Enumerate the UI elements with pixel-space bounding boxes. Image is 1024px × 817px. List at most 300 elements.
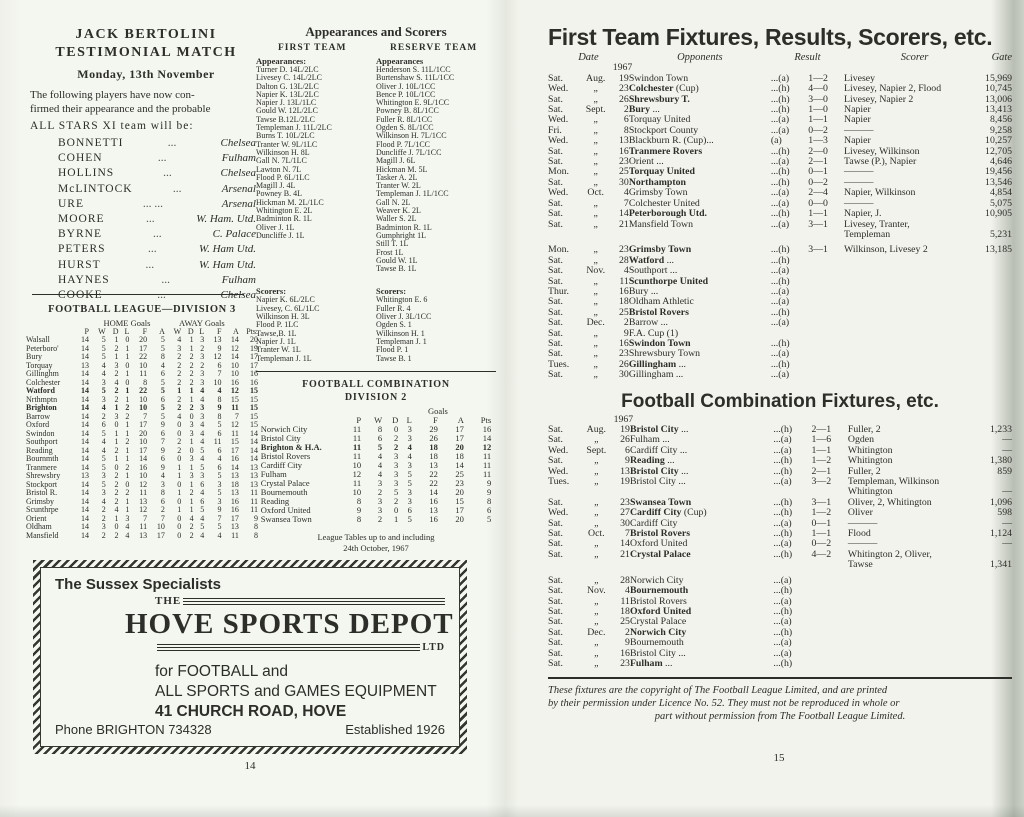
stat-a: 14: [455, 459, 464, 470]
appearance-item: Napier J. 13L/1LC: [256, 98, 317, 108]
fixture-gate: [990, 607, 1012, 617]
fixture-month: „: [594, 507, 599, 519]
fixture-scorer: [844, 329, 985, 339]
fixture-opponent: [629, 240, 771, 255]
stat-pts: 15: [250, 411, 258, 421]
fixture-gate: —: [1002, 486, 1012, 498]
fixture-day: Sat.: [548, 197, 563, 209]
appearance-item: Wilkinson H. 8L: [256, 147, 310, 157]
column-header: L: [406, 414, 412, 425]
team-name: Walsall: [26, 335, 50, 344]
stat-hd: 1: [114, 437, 119, 446]
stat-af: 13: [213, 335, 222, 344]
stat-ha: 5: [160, 343, 165, 353]
player-club: W. Ham. Utd.: [196, 213, 256, 226]
opponent-name: Fulham: [629, 434, 660, 446]
stat-aa: 16: [230, 496, 239, 506]
fixture-day: Sat.: [548, 626, 563, 638]
player-list: [30, 136, 262, 303]
opponent-name: Cardiff City: [629, 507, 682, 519]
away-goals-header: AWAY Goals: [179, 318, 225, 328]
fixture-result: [808, 297, 844, 307]
stat-aw: 2: [177, 352, 182, 361]
appearance-item: Tasker A. 2L: [376, 172, 418, 182]
fixture-venue: ...(h): [770, 166, 790, 178]
stat-pts: 15: [250, 386, 258, 395]
fixture-venue: ...(h): [773, 465, 793, 477]
player-name: COHEN: [58, 152, 103, 165]
fixture-scorer: Livesey, Tranter,: [844, 218, 910, 230]
appearance-item: Badminton R. 1L: [376, 222, 432, 232]
fixture-venue: ...(a): [773, 434, 792, 446]
note-line: League Tables up to and including: [317, 531, 435, 542]
fixture-scorer: Napier, J.: [844, 208, 882, 220]
fixture-day: Wed.: [548, 83, 569, 95]
stat-hd: 2: [114, 343, 119, 353]
stat-d: 2: [393, 441, 399, 452]
stat-pts: 14: [250, 445, 258, 455]
fixture-day: Sat.: [548, 306, 563, 318]
fixture-venue: ...(h): [773, 455, 793, 467]
fixture-venue: ...(a): [770, 317, 790, 329]
fixture-result: 3—1: [811, 496, 832, 508]
paragraph-line: firmed their appearance and the probable: [30, 102, 211, 115]
fixture-month: Oct.: [587, 187, 604, 199]
fixture-date: 30: [619, 369, 629, 381]
stat-hf: 22: [139, 352, 148, 361]
player-row: [58, 136, 256, 151]
stat-pts: 14: [250, 437, 258, 446]
fixture-day: Sat.: [548, 517, 563, 529]
stat-p: 14: [80, 420, 89, 429]
stat-ha: 3: [160, 479, 165, 489]
advert-ltd: LTD: [422, 642, 445, 653]
appearance-item: Turner D. 14L/2LC: [256, 65, 319, 74]
fixture-gate: 8,456: [989, 114, 1012, 126]
stat-hd: 0: [114, 462, 119, 472]
stat-af: 4: [217, 454, 222, 463]
stat-hf: 10: [139, 394, 148, 404]
header-date: Date: [578, 52, 599, 63]
fixture-month: „: [593, 114, 598, 126]
fixture-gate: 13,185: [985, 244, 1012, 256]
fixture-month: „: [593, 275, 598, 287]
fixture-gate: —: [1002, 517, 1012, 529]
fixture-day: Fri.: [548, 124, 562, 136]
stat-al: 4: [200, 437, 205, 446]
stat-hl: 1: [125, 505, 130, 514]
fixture-venue: ...(a): [773, 616, 792, 628]
stat-hf: 17: [139, 445, 148, 455]
fixture-month: Oct.: [588, 528, 605, 540]
fixture-month: „: [593, 176, 598, 188]
fixture-gate: [985, 266, 1012, 276]
fixture-date: 23: [619, 83, 629, 95]
fixture-venue: [773, 560, 811, 570]
appearance-item: Bence P. 10L/1CC: [376, 89, 436, 99]
fixture-date: 23: [619, 348, 629, 360]
fixture-result: 1—2: [811, 507, 832, 519]
fixture-venue: ...(h): [773, 496, 793, 508]
stat-ad: 4: [189, 513, 194, 523]
stat-ad: 1: [189, 394, 194, 404]
stat-hd: 2: [114, 496, 119, 506]
fixture-gate: 1,341: [989, 559, 1012, 571]
fixture-result: [808, 339, 844, 349]
opponent-suffix: ...: [653, 156, 664, 168]
stat-al: 3: [200, 352, 205, 361]
stat-hf: 12: [139, 479, 148, 489]
stat-p: 11: [352, 477, 362, 488]
fixture-gate: [990, 628, 1012, 638]
stat-aa: 17: [230, 445, 239, 455]
stat-hf: 20: [139, 428, 148, 438]
fixture-gate: [990, 649, 1012, 659]
fixture-scorer: [844, 266, 985, 276]
fixture-result: 1—1: [811, 528, 832, 540]
fixture-month: „: [594, 605, 599, 617]
fixture-month: „: [594, 517, 599, 529]
stat-al: 4: [200, 513, 205, 523]
stat-ad: 2: [189, 360, 194, 370]
fixture-day: Sat.: [548, 434, 563, 446]
fixture-month: „: [594, 538, 599, 550]
stat-hw: 5: [101, 335, 106, 344]
stat-l: 3: [407, 495, 412, 506]
stat-hw: 3: [101, 394, 106, 404]
stat-af: 5: [217, 471, 222, 480]
stat-ha: 5: [160, 411, 165, 421]
stat-hd: 2: [114, 471, 119, 480]
stat-al: 4: [200, 454, 205, 463]
fixture-date: 11: [620, 595, 630, 607]
fixture-date: 16: [619, 145, 629, 157]
stat-ha: 17: [156, 530, 165, 540]
fixture-date: 2: [625, 626, 630, 638]
fixture-scorer: Napier: [844, 114, 871, 126]
reserve-team-appearances: [376, 66, 496, 273]
table-row: [26, 532, 258, 541]
opponent-suffix: ...: [675, 476, 686, 488]
scorer-item: Tawse,B. 1L: [256, 328, 297, 338]
stat-a: 25: [455, 468, 464, 479]
fixture-date: 27: [620, 507, 630, 519]
fixture-venue: ...(a): [770, 124, 790, 136]
stat-ad: 3: [189, 454, 194, 463]
stat-l: 3: [407, 486, 412, 497]
stat-al: 4: [200, 394, 205, 404]
player-row: [58, 288, 256, 303]
stat-ha: 6: [160, 428, 165, 438]
team-name: Oxford United: [260, 504, 311, 515]
fixture-scorer: Whitington: [847, 455, 893, 467]
stat-ha: 7: [160, 437, 165, 446]
stat-p: 10: [352, 486, 362, 497]
appearance-item: Wilkinson H. 7L/1CC: [376, 131, 447, 141]
player-name: MOORE: [58, 213, 105, 226]
appearance-item: Napier K. 13L/2LC: [256, 89, 319, 99]
stat-pts: 15: [250, 420, 258, 429]
stat-hw: 5: [101, 343, 106, 353]
fixture-gate: 5,075: [989, 197, 1012, 209]
fixture-row: [548, 550, 1012, 560]
fixture-scorer: [848, 628, 990, 638]
stat-p: 12: [352, 468, 362, 479]
fixture-result: 0—0: [808, 197, 828, 209]
fixture-venue: ...(h): [770, 337, 790, 349]
scorer-item: Tawse B. 1: [376, 353, 412, 363]
fixture-result: 2—1: [808, 156, 828, 168]
fixture-day: Sat.: [548, 528, 563, 540]
decorative-rule: [157, 644, 420, 651]
stat-p: 8: [356, 495, 362, 506]
stat-pts: 15: [250, 403, 258, 412]
fixture-scorer: Tawse: [847, 559, 873, 571]
stat-ad: 2: [189, 530, 194, 540]
fixture-gate: 5,231: [989, 228, 1012, 240]
stat-pts: 16: [250, 369, 258, 378]
stat-af: 3: [217, 496, 222, 506]
stat-hl: 2: [125, 462, 130, 472]
stat-hw: 3: [101, 471, 106, 480]
fixture-month: „: [594, 548, 599, 560]
team-name: Scunthrpe: [26, 505, 59, 514]
opponent-name: Crystal Palace: [629, 616, 687, 628]
advert-tagline: The Sussex Specialists: [55, 576, 221, 593]
stat-hl: 2: [125, 437, 130, 446]
fixture-date: 7: [623, 197, 629, 209]
stat-pts: 8: [486, 495, 492, 506]
appearances-sub: Appearances: [376, 56, 424, 66]
stat-ad: 2: [189, 488, 194, 497]
fixture-gate: 10,745: [985, 83, 1012, 95]
stat-w: 5: [377, 441, 383, 452]
fixture-row: [548, 220, 1012, 230]
combination-title-line2: DIVISION 2: [344, 391, 408, 403]
stat-d: 0: [393, 504, 399, 515]
team-name: Norwich City: [260, 423, 308, 434]
team-name: Southport: [26, 437, 58, 446]
appearance-item: Tawse B.12L/2LC: [256, 114, 315, 124]
team-name: Nrthmptn: [26, 394, 58, 404]
fixture-day: Mon.: [548, 166, 569, 178]
opponent-name: Cardiff City: [629, 517, 678, 529]
stat-hw: 5: [101, 479, 106, 489]
column-header: A: [233, 326, 239, 336]
stat-af: 11: [213, 437, 222, 446]
fixture-scorer: [848, 659, 990, 669]
first-team-scorers: [256, 283, 376, 362]
footer-rule: [548, 677, 1012, 679]
stat-w: 4: [377, 450, 383, 461]
fixture-date: 26: [620, 434, 630, 446]
opponent-name: Bristol Rovers: [629, 528, 691, 540]
team-name: Swansea Town: [260, 513, 312, 524]
stat-hw: 4: [101, 445, 106, 455]
stat-af: 3: [217, 479, 222, 489]
scorers-label: Scorers:: [376, 286, 407, 297]
stat-aw: 4: [177, 411, 182, 421]
stat-a: 17: [455, 432, 464, 443]
fixture-day: Wed.: [548, 135, 569, 147]
fixture-month: „: [593, 166, 598, 178]
fixture-gate: 15,969: [985, 72, 1012, 84]
stat-hf: 14: [139, 454, 148, 463]
fixture-venue: ...(h): [773, 507, 793, 519]
player-club: Fulham: [221, 273, 256, 286]
fixture-venue: ...(h): [770, 176, 790, 188]
stat-w: 3: [377, 504, 383, 515]
fixture-day: Sat.: [548, 595, 563, 607]
stat-al: 4: [200, 386, 205, 395]
advert-company-name: HOVE SPORTS DEPOT: [125, 608, 454, 640]
stat-hl: 3: [125, 513, 130, 523]
stat-l: 3: [407, 432, 412, 443]
stat-ha: 2: [160, 505, 165, 514]
opponent-name: F.A. Cup (1): [628, 327, 679, 339]
stat-al: 5: [200, 462, 205, 472]
stat-hl: 0: [125, 335, 130, 344]
stat-af: 6: [217, 462, 222, 472]
team-name: Orient: [26, 513, 47, 523]
fixture-scorer: ———: [844, 166, 874, 178]
stat-a: 17: [455, 504, 464, 515]
fixture-scorer: ———: [844, 124, 874, 136]
stat-hl: 1: [125, 496, 130, 506]
opponent-suffix: (Cup)...: [681, 135, 714, 147]
stat-w: 2: [377, 513, 383, 524]
fixture-date: 19: [619, 72, 629, 84]
fixture-day: Sat.: [548, 616, 563, 628]
stat-aw: 2: [177, 377, 182, 387]
stat-f: 18: [429, 450, 438, 461]
page-number-right: 15: [773, 752, 785, 764]
fixture-result: [812, 586, 848, 596]
team-name: Mansfield: [26, 530, 59, 540]
fixture-row: [548, 638, 1012, 648]
fixture-month: „: [593, 369, 598, 381]
stat-hf: 13: [139, 496, 148, 506]
stat-ad: 1: [189, 479, 194, 489]
stat-ha: 7: [160, 513, 165, 523]
fixture-result: 0—1: [808, 166, 828, 178]
stat-p: 14: [80, 522, 89, 531]
stat-d: 3: [393, 468, 399, 479]
fixture-day: Tues.: [548, 358, 570, 370]
fixture-day: Sat.: [548, 496, 563, 508]
opponent-name: Colchester United: [628, 197, 700, 209]
fixture-day: Sat.: [548, 254, 563, 266]
year-label: 1967: [613, 413, 634, 425]
fixture-gate: 1,124: [989, 528, 1012, 540]
fixture-month: „: [593, 327, 598, 339]
stat-ad: 2: [189, 369, 194, 378]
stat-pts: 14: [250, 454, 258, 463]
fixture-venue: ...(a): [770, 156, 790, 168]
stat-hw: 5: [101, 386, 106, 395]
fixture-result: 4—2: [811, 548, 832, 560]
stat-aw: 0: [177, 479, 182, 489]
fixture-gate: 9,258: [989, 124, 1012, 136]
stat-aw: 3: [177, 343, 182, 353]
stat-af: 7: [217, 369, 222, 378]
decorative-rule: [183, 598, 445, 605]
fixture-opponent: [629, 370, 771, 380]
stat-aa: 12: [230, 343, 239, 353]
stat-hw: 4: [101, 403, 106, 412]
appearance-item: Frost 1L: [376, 247, 404, 257]
stat-ha: 6: [160, 394, 165, 404]
stat-af: 6: [217, 445, 222, 455]
fixture-row: [548, 370, 1012, 380]
stat-hw: 2: [101, 505, 106, 514]
fixture-month: „: [593, 208, 598, 220]
fixture-venue: ...(a): [773, 595, 792, 607]
stat-l: 3: [407, 423, 412, 434]
fixture-venue: ...(h): [770, 254, 790, 266]
stat-p: 14: [80, 369, 89, 378]
stat-pts: 9: [486, 477, 492, 488]
stat-p: 14: [80, 445, 89, 455]
stat-aa: 18: [230, 479, 239, 489]
opponent-name: Bournemouth: [629, 637, 684, 649]
appearance-item: Whitington E. 2L: [256, 206, 313, 216]
fixture-day: Sat.: [548, 585, 563, 597]
fixture-scorer: ———: [844, 197, 874, 209]
player-row: [58, 151, 256, 166]
fixture-date: 23: [620, 496, 630, 508]
fixture-month: „: [594, 637, 599, 649]
fixture-scorer: [844, 339, 985, 349]
stat-l: 5: [407, 477, 412, 488]
fixture-month: „: [593, 145, 598, 157]
goals-header: Goals: [427, 405, 448, 416]
fixture-day: Sat.: [548, 208, 563, 220]
stat-pts: 11: [483, 459, 492, 470]
stat-al: 6: [200, 479, 205, 489]
column-header: F: [433, 414, 438, 425]
appearances-sub: Appearances:: [256, 56, 307, 66]
stat-af: 10: [213, 377, 222, 387]
stat-p: 14: [80, 428, 89, 438]
fixture-venue: ...(h): [773, 585, 793, 597]
fixture-gate: —: [1002, 434, 1012, 446]
player-club: C. Palace: [212, 228, 256, 241]
stat-hl: 4: [125, 530, 130, 540]
fixture-month: „: [593, 93, 598, 105]
fixture-date: 8: [623, 124, 629, 136]
player-row: [58, 227, 256, 242]
stat-hl: 1: [125, 394, 130, 404]
stat-f: 26: [429, 432, 438, 443]
opponent-name: Orient: [628, 156, 654, 168]
fixture-scorer: Fuller, 2: [847, 424, 881, 435]
team-name: Bournmth: [26, 454, 59, 463]
fixture-month: Nov.: [586, 585, 606, 597]
fixture-row: [548, 209, 1012, 219]
column-header: W: [173, 326, 182, 336]
header-opponents: Opponents: [677, 52, 723, 63]
stat-aa: 14: [230, 462, 239, 472]
column-header: D: [112, 326, 119, 336]
fixture-month: „: [593, 197, 598, 209]
fixture-day: Sat.: [548, 605, 563, 617]
stat-ad: 1: [189, 496, 194, 506]
stat-pts: 11: [250, 488, 258, 497]
stat-hd: 2: [114, 445, 119, 455]
stat-hf: 17: [139, 420, 148, 429]
stat-p: 14: [80, 343, 89, 353]
